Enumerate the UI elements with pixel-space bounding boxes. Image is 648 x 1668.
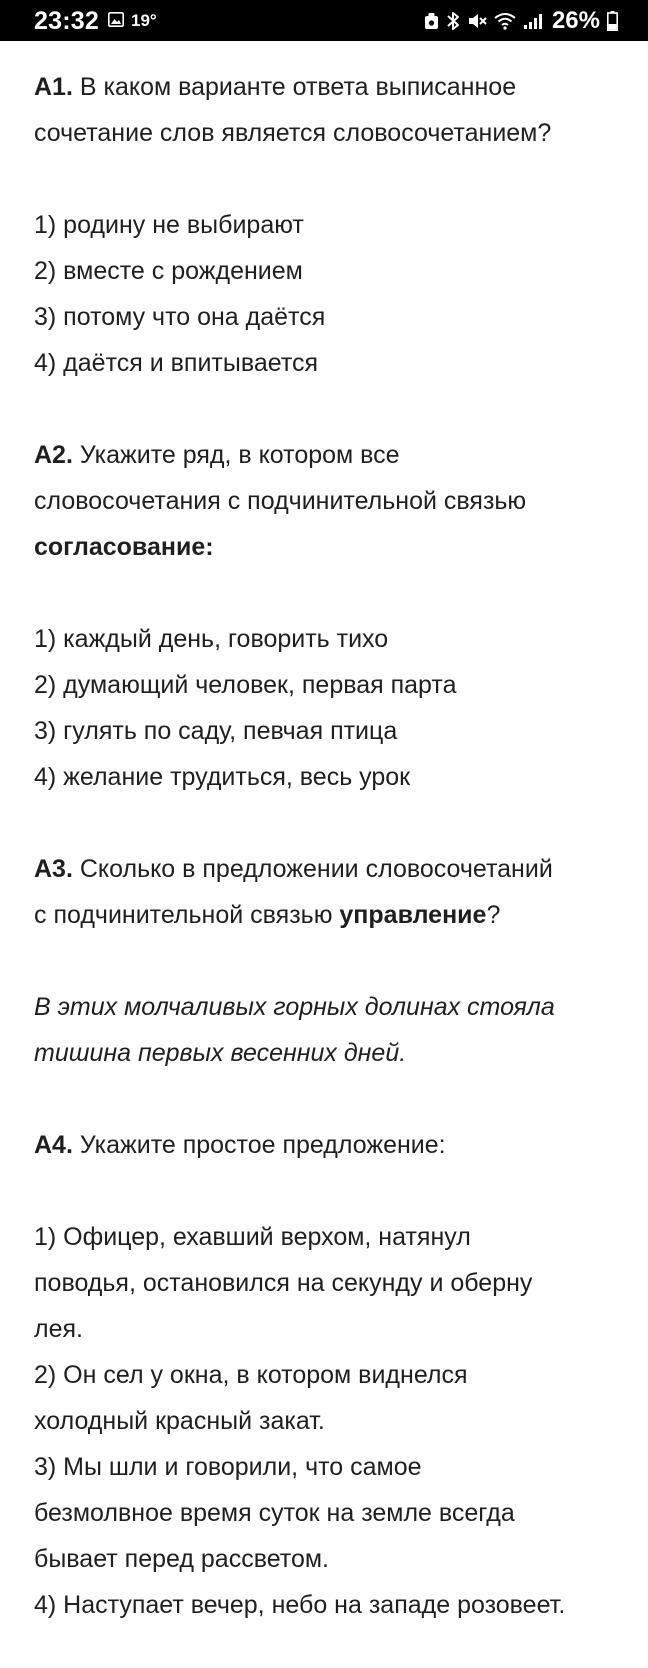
question-a4-number: А4. bbox=[34, 1131, 73, 1159]
answer-option: 2) думающий человек, первая парта bbox=[34, 671, 457, 699]
answer-option: 3) гулять по саду, певчая птица bbox=[34, 717, 398, 745]
example-sentence-line: тишина первых весенних дней. bbox=[34, 1039, 407, 1067]
battery-icon bbox=[607, 11, 618, 31]
answer-option-line: лея. bbox=[34, 1315, 83, 1343]
answer-option: 3) потому что она даётся bbox=[34, 303, 326, 331]
question-a3-line2-text: с подчинительной связью bbox=[34, 901, 340, 929]
question-a1-number: А1. bbox=[34, 73, 73, 101]
answer-option: 2) вместе с рождением bbox=[34, 257, 303, 285]
question-a3-mark: ? bbox=[486, 901, 501, 929]
test-content bbox=[34, 64, 624, 1628]
question-a3-text bbox=[34, 846, 624, 892]
example-sentence-line: В этих молчаливых горных долинах стояла bbox=[34, 993, 555, 1021]
answer-option-line: 2) Он сел у окна, в котором виднелся bbox=[34, 1361, 468, 1389]
answer-option: 1) каждый день, говорить тихо bbox=[34, 625, 389, 653]
status-bar bbox=[0, 0, 648, 41]
status-time: 23:32 bbox=[34, 7, 99, 35]
question-a1 bbox=[34, 64, 624, 386]
answer-option-line: 3) Мы шли и говорили, что самое bbox=[34, 1453, 422, 1481]
question-a3-number: А3. bbox=[34, 855, 73, 883]
status-temperature: 19° bbox=[131, 11, 157, 30]
answer-option: 1) родину не выбирают bbox=[34, 211, 304, 239]
mute-icon bbox=[467, 11, 487, 31]
question-a2-number: А2. bbox=[34, 441, 73, 469]
question-a2 bbox=[34, 432, 624, 800]
answer-option-line: 1) Офицер, ехавший верхом, натянул bbox=[34, 1223, 471, 1251]
question-a4 bbox=[34, 1122, 624, 1628]
question-a2-line1: Укажите ряд, в котором все bbox=[72, 441, 400, 469]
answer-option-line: 4) Наступает вечер, небо на западе розовеет. bbox=[34, 1591, 566, 1619]
answer-option: 4) желание трудиться, весь урок bbox=[34, 763, 411, 791]
question-a4-line1: Укажите простое предложение: bbox=[72, 1131, 446, 1159]
answer-option-line: поводья, остановился на секунду и оберну bbox=[34, 1269, 533, 1297]
answer-option: 4) даётся и впитывается bbox=[34, 349, 319, 377]
question-a2-keyword: согласование: bbox=[34, 533, 214, 561]
question-a3-line2 bbox=[34, 892, 624, 938]
bluetooth-icon bbox=[446, 11, 460, 31]
answer-option-line: бывает перед рассветом. bbox=[34, 1545, 329, 1573]
question-a3-line1: Сколько в предложении словосочетаний bbox=[72, 855, 553, 883]
question-a1-line2: сочетание слов является словосочетанием? bbox=[34, 119, 552, 147]
status-icons bbox=[424, 7, 618, 34]
status-battery: 26% bbox=[551, 6, 600, 34]
question-a1-text bbox=[34, 64, 624, 110]
signal-icon bbox=[523, 12, 543, 30]
answer-option-line: безмолвное время суток на земле всегда bbox=[34, 1499, 515, 1527]
wifi-icon bbox=[494, 12, 516, 30]
question-a2-text bbox=[34, 432, 624, 478]
gallery-icon bbox=[108, 12, 124, 27]
question-a3-keyword: управление bbox=[339, 901, 487, 929]
answer-option-line: холодный красный закат. bbox=[34, 1407, 325, 1435]
question-a1-line1: В каком варианте ответа выписанное bbox=[72, 73, 517, 101]
question-a2-line2: словосочетания с подчинительной связью bbox=[34, 487, 527, 515]
question-a3 bbox=[34, 846, 624, 1076]
question-a4-text bbox=[34, 1122, 624, 1168]
screenshot-icon bbox=[424, 12, 439, 30]
